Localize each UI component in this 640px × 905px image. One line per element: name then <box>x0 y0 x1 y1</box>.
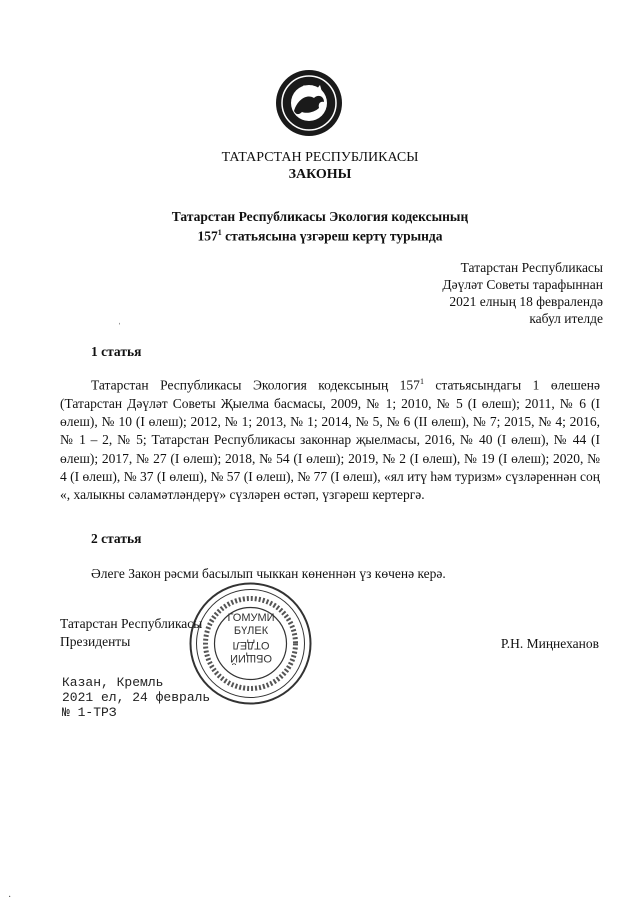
law-title-line2: $157^1$ статьясына үзгәреш кертү турында <box>197 228 443 244</box>
scan-mark: · <box>8 892 12 903</box>
law-label: ЗАКОНЫ <box>288 167 352 182</box>
stamp-line: ОТДЕЛ <box>232 639 270 651</box>
adoption-note <box>442 259 603 327</box>
stamp-line: ОБЩИЙ <box>230 652 272 664</box>
adoption-line: кабул ителде <box>529 311 603 326</box>
article2-text: Әлеге Закон рәсми басылып чыккан көненнән үз көченә керә. <box>91 566 446 581</box>
adoption-line: Татарстан Республикасы <box>460 260 603 275</box>
adoption-line: 2021 елның 18 февралендә <box>449 294 603 309</box>
article2-heading: 2 статья <box>91 531 142 546</box>
place-date: 2021 ел, 24 февраль <box>62 690 211 705</box>
signatory-line: Президенты <box>60 634 131 649</box>
stamp-line: ГОМУМИ <box>227 612 275 624</box>
scan-mark: ˈ <box>118 322 122 333</box>
signatory-title <box>60 615 202 651</box>
law-title-line1: Татарстан Республикасы Экология кодексының <box>171 209 469 224</box>
republic-name: ТАТАРСТАН РЕСПУБЛИКАСЫ <box>221 150 419 165</box>
article1-heading: 1 статья <box>91 344 142 359</box>
adoption-line: Дәүләт Советы тарафыннан <box>442 277 603 292</box>
place-date-number <box>62 675 210 720</box>
signatory-name: Р.Н. Миңнеханов <box>500 636 599 651</box>
law-number: № 1-ТРЗ <box>62 705 117 720</box>
signatory-line: Татарстан Республикасы <box>60 616 203 631</box>
coat-of-arms-icon <box>274 68 344 138</box>
article1-text: Татарстан Республикасы Экология кодексының $157^1$ статьясындагы 1 өлешенә (Татарстан Дәүләт Советы Җыелма басмасы, 2009, № 1; 2010, № 5 (I өлеш); 2011, № 6 (I өлеш), № 10 (I өлеш); 2012, № 1; 2013, № 1; 2014, № 5, № 6 (II өлеш), № 7; 2015, № 4; 2016, № 1 – 2, № 5; Татарстан Республикасы законнар җыелмасы, 2016, № 40 (I өлеш), № 44 (I өлеш); 2017, № 27 (I өлеш); 2018, № 54 (I өлеш); 2019, № 2 (I өлеш), № 19 (I өлеш); 2020, № 4 (I өлеш), № 37 (I өлеш), № 57 (I өлеш), № 77 (I өлеш), «ял итү һәм туризм» сүзләреннән соң «, халыкны сәламәтләндерү» сүзләрен өстәп, үзгәреш кертергә. <box>60 377 600 503</box>
place-city: Казан, Кремль <box>62 675 164 690</box>
stamp-line: БҮЛЕК <box>233 625 269 637</box>
stamp-label <box>223 612 279 664</box>
